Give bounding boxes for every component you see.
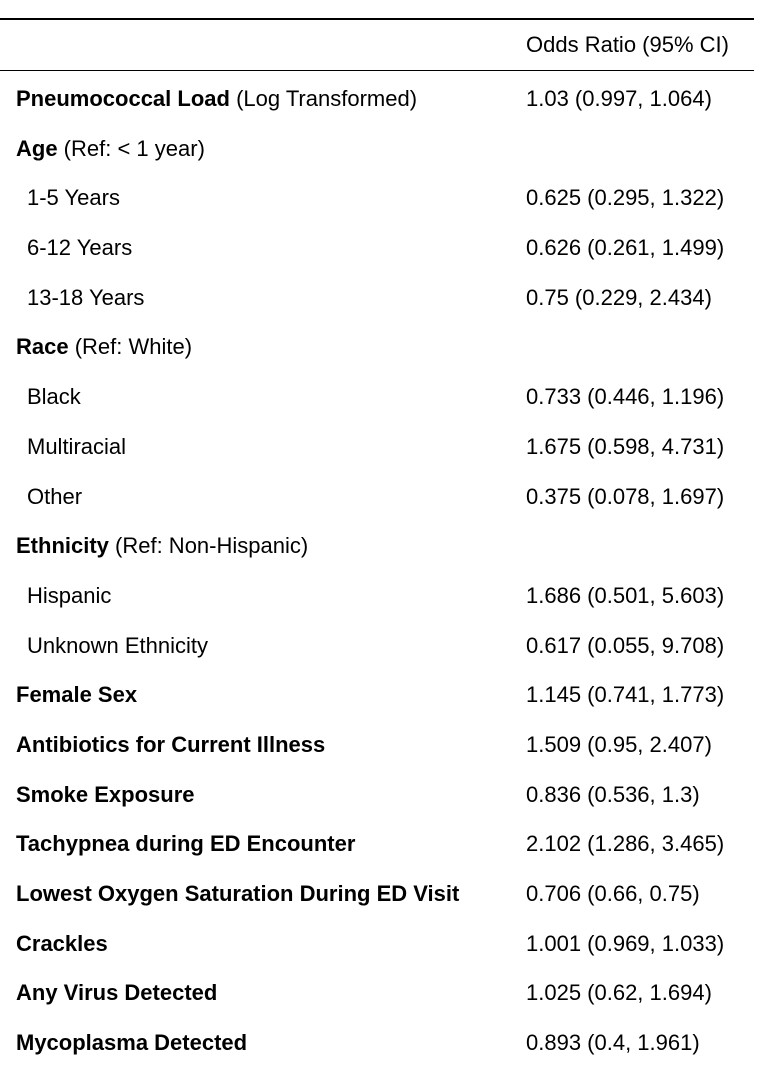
table-row: [0, 522, 754, 572]
row-odds-ratio: 1.001 (0.969, 1.033): [526, 930, 725, 956]
table-row: [0, 75, 754, 125]
row-label: [16, 86, 417, 112]
row-odds-ratio: 1.025 (0.62, 1.694): [526, 980, 712, 1006]
row-label-text: Multiracial: [27, 433, 127, 459]
row-label: [16, 782, 195, 808]
row-odds-ratio: 1.03 (0.997, 1.064): [526, 86, 712, 111]
table-row: [0, 423, 754, 473]
row-odds-ratio: 0.617 (0.055, 9.708): [526, 632, 725, 658]
row-odds-ratio: 0.75 (0.229, 2.434): [526, 284, 712, 310]
row-odds-ratio: 0.836 (0.536, 1.3): [526, 781, 700, 807]
row-label-bold: Race: [16, 334, 69, 360]
row-odds-ratio: 1.509 (0.95, 2.407): [526, 731, 712, 757]
row-label: [16, 533, 308, 559]
table-row: [0, 174, 754, 224]
column-header-odds-ratio: Odds Ratio (95% CI): [526, 32, 729, 57]
row-label-bold: Pneumococcal Load: [16, 86, 230, 111]
table-row: [0, 671, 754, 721]
table-row: [0, 622, 754, 672]
row-label: [16, 136, 205, 162]
table-row: [0, 721, 754, 771]
row-odds-ratio: 0.893 (0.4, 1.961): [526, 1030, 700, 1056]
row-label-text: (Log Transformed): [229, 86, 418, 111]
row-label-bold: Lowest Oxygen Saturation During ED Visit: [16, 881, 460, 906]
row-label-bold: Female Sex: [16, 682, 138, 708]
row-label-text: 6-12 Years: [27, 235, 133, 261]
row-odds-ratio: 1.145 (0.741, 1.773): [526, 682, 725, 708]
row-label-bold: Ethnicity: [16, 533, 109, 559]
row-label: [27, 583, 111, 609]
row-label-bold: Mycoplasma Detected: [16, 1030, 248, 1056]
row-label: [16, 682, 137, 708]
row-label-text: (Ref: Non-Hispanic): [108, 533, 309, 559]
row-label-text: (Ref: White): [68, 334, 193, 360]
table-row: [0, 1019, 754, 1069]
row-label: [16, 732, 325, 758]
table-row: [0, 920, 754, 970]
row-label: [27, 633, 208, 659]
table-row: [0, 572, 754, 622]
row-odds-ratio: 0.625 (0.295, 1.322): [526, 185, 725, 211]
row-odds-ratio: 2.102 (1.286, 3.465): [526, 831, 725, 857]
table-row: [0, 323, 754, 373]
row-label-text: 13-18 Years: [27, 284, 145, 310]
row-odds-ratio: 1.686 (0.501, 5.603): [526, 582, 725, 608]
table-row: [0, 771, 754, 821]
row-label-bold: Smoke Exposure: [16, 781, 195, 807]
row-odds-ratio: 0.626 (0.261, 1.499): [526, 235, 725, 261]
row-label-bold: Tachypnea during ED Encounter: [16, 831, 356, 857]
row-label-bold: Crackles: [16, 930, 108, 956]
row-label: [16, 931, 108, 957]
table-row: [0, 224, 754, 274]
table-row: [0, 125, 754, 175]
row-label: [27, 235, 132, 261]
table-body: [0, 75, 754, 1069]
row-label: [16, 831, 355, 857]
row-label-text: (Ref: < 1 year): [57, 135, 205, 161]
table-top-rule: [0, 18, 754, 20]
table-row: [0, 969, 754, 1019]
table-row: [0, 373, 754, 423]
row-label-text: Other: [27, 483, 83, 509]
table-row: [0, 820, 754, 870]
row-label-text: 1-5 Years: [27, 185, 120, 211]
row-odds-ratio: 0.706 (0.66, 0.75): [526, 881, 700, 906]
row-label-text: Unknown Ethnicity: [27, 632, 208, 658]
row-label-text: Black: [27, 384, 81, 410]
row-label: [27, 285, 144, 311]
row-label: [27, 434, 126, 460]
row-label-bold: Age: [16, 135, 58, 161]
row-label: [16, 1030, 247, 1056]
row-label: [27, 185, 120, 211]
row-label: [27, 484, 82, 510]
row-label: [16, 881, 459, 907]
row-label-bold: Any Virus Detected: [16, 980, 218, 1006]
row-label-text: Hispanic: [27, 582, 112, 608]
row-odds-ratio: 0.375 (0.078, 1.697): [526, 483, 725, 509]
row-label: [16, 980, 217, 1006]
row-label: [27, 384, 81, 410]
row-odds-ratio: 1.675 (0.598, 4.731): [526, 433, 725, 459]
row-odds-ratio: 0.733 (0.446, 1.196): [526, 384, 725, 410]
table-row: [0, 870, 754, 920]
table-row: [0, 274, 754, 324]
odds-ratio-table: [0, 18, 754, 1068]
row-label: [16, 334, 192, 360]
row-label-bold: Antibiotics for Current Illness: [16, 731, 326, 757]
table-header-rule: [0, 70, 754, 71]
table-row: [0, 473, 754, 523]
